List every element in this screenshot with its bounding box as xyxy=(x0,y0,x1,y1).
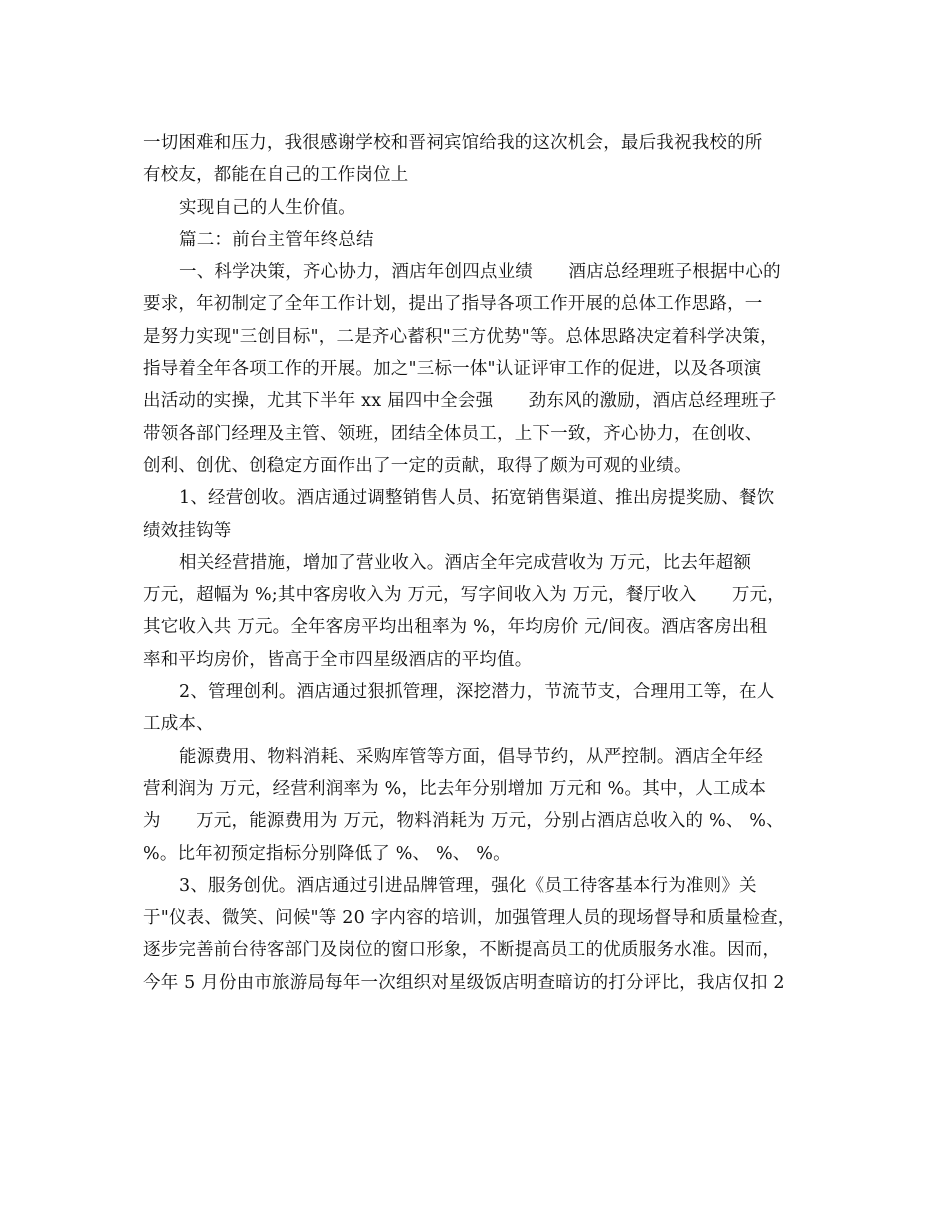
text-line: 其它收入共 万元。全年客房平均出租率为 %，年均房价 元/间夜。酒店客房出租 xyxy=(143,617,768,638)
text-line: 绩效挂钩等 xyxy=(143,520,232,541)
text-line: 3、服务创优。酒店通过引进品牌管理，强化《员工待客基本行为准则》关 xyxy=(179,875,757,896)
text-line: 工成本、 xyxy=(143,714,214,735)
text-line: 2、管理创利。酒店通过狠抓管理，深挖潜力，节流节支，合理用工等，在人 xyxy=(179,682,775,703)
text-line: 篇二：前台主管年终总结 xyxy=(179,229,374,250)
text-line: 能源费用、物料消耗、采购库管等方面，倡导节约，从严控制。酒店全年经 xyxy=(179,746,764,767)
text-line: 营利润为 万元，经营利润率为 %，比去年分别增加 万元和 %。其中，人工成本 xyxy=(143,778,767,799)
text-line: 有校友，都能在自己的工作岗位上 xyxy=(143,165,409,186)
text-line: %。比年初预定指标分别降低了 %、 %、 %。 xyxy=(143,843,511,864)
text-line: 逐步完善前台待客部门及岗位的窗口形象，不断提高员工的优质服务水准。因而， xyxy=(143,940,781,961)
text-line: 于"仪表、微笑、问候"等 20 字内容的培训，加强管理人员的现场督导和质量检查， xyxy=(143,908,796,929)
text-line: 带领各部门经理及主管、领班，团结全体员工，上下一致，齐心协力，在创收、 xyxy=(143,423,763,444)
text-line: 一、科学决策，齐心协力，酒店年创四点业绩 酒店总经理班子根据中心的 xyxy=(179,262,781,283)
document-body xyxy=(143,127,807,999)
text-line: 1、经营创收。酒店通过调整销售人员、拓宽销售渠道、推出房提奖励、餐饮 xyxy=(179,488,775,509)
text-line: 万元，超幅为 %;其中客房收入为 万元，写字间收入为 万元，餐厅收入 万元， xyxy=(143,585,786,606)
text-line: 相关经营措施，增加了营业收入。酒店全年完成营收为 万元，比去年超额 xyxy=(179,552,752,573)
text-line: 要求，年初制定了全年工作计划，提出了指导各项工作开展的总体工作思路，一 xyxy=(143,294,763,315)
text-line: 是努力实现"三创目标"，二是齐心蓄积"三方优势"等。总体思路决定着科学决策， xyxy=(143,326,778,347)
text-line: 一切困难和压力，我很感谢学校和晋祠宾馆给我的这次机会，最后我祝我校的所 xyxy=(143,133,763,153)
text-line: 创利、创优、创稳定方面作出了一定的贡献，取得了颇为可观的业绩。 xyxy=(143,455,692,476)
text-line: 率和平均房价，皆高于全市四星级酒店的平均值。 xyxy=(143,649,533,670)
text-line: 出活动的实操，尤其下半年 xx 届四中全会强 劲东风的激励，酒店总经理班子 xyxy=(143,391,777,412)
text-line: 今年 5 月份由市旅游局每年一次组织对星级饭店明查暗访的打分评比，我店仅扣 2 xyxy=(143,972,785,993)
text-line: 实现自己的人生价值。 xyxy=(179,197,356,218)
text-line: 为 万元，能源费用为 万元，物料消耗为 万元，分别占酒店总收入的 %、 %、 xyxy=(143,811,784,832)
text-line: 指导着全年各项工作的开展。加之"三标一体"认证评审工作的促进，以及各项演 xyxy=(143,359,762,380)
